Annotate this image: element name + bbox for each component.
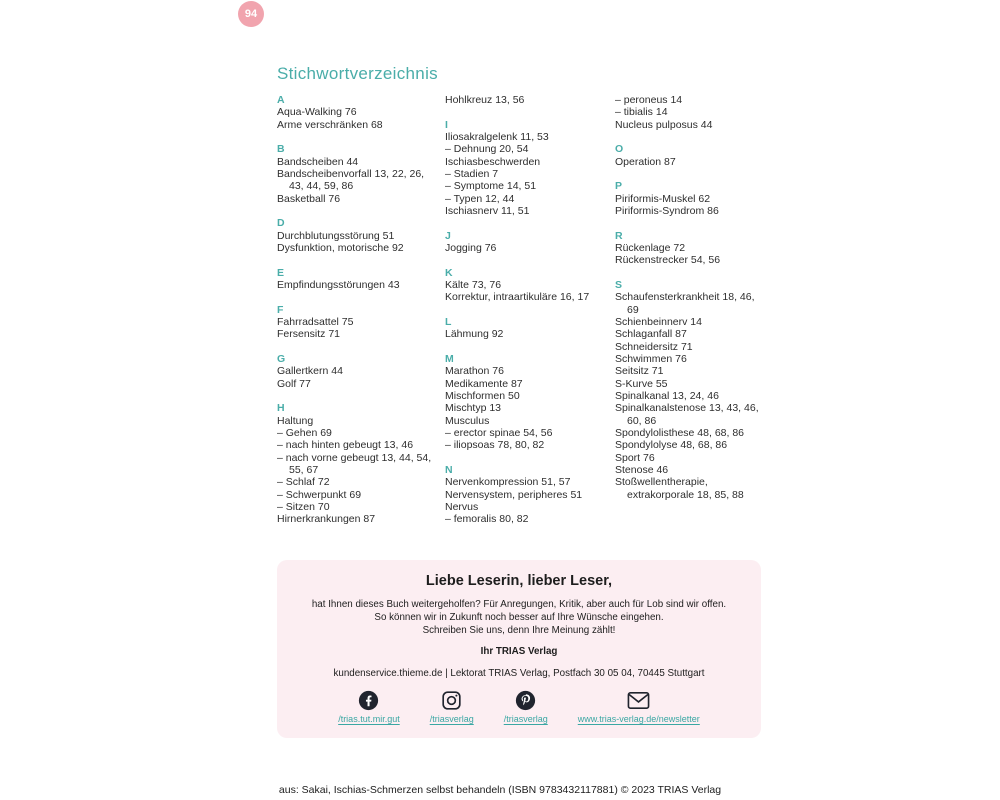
index-section: [277, 304, 437, 341]
feedback-heading: Liebe Leserin, lieber Leser,: [425, 573, 613, 589]
feedback-signature: Ihr TRIAS Verlag: [480, 646, 558, 657]
index-section: [277, 143, 437, 205]
index-letter: N: [445, 464, 453, 477]
index-section: [615, 94, 763, 131]
feedback-contact: kundenservice.thieme.de | Lektorat TRIAS Verlag, Postfach 30 05 04, 70445 Stuttgart: [333, 668, 705, 679]
index-entry: – Dehnung 20, 54: [445, 143, 529, 156]
index-entry: Stenose 46: [615, 464, 669, 477]
social-link-instagram[interactable]: [430, 690, 474, 724]
index-entry: Marathon 76: [445, 365, 504, 378]
index-entry: Dysfunktion, motorische 92: [277, 242, 404, 255]
index-columns: [277, 94, 763, 526]
index-letter: P: [615, 180, 623, 193]
index-entry: – Typen 12, 44: [445, 192, 515, 205]
index-entry: – Symptome 14, 51: [445, 180, 537, 193]
index-entry: Schaufensterkrankheit 18, 46, 69: [615, 291, 755, 316]
index-entry: Mischformen 50: [445, 390, 520, 403]
index-entry: – Schlaf 72: [277, 476, 330, 489]
index-entry: – peroneus 14: [615, 94, 683, 106]
source-footer: aus: Sakai, Ischias-Schmerzen selbst behandeln (ISBN 9783432117881) © 2023 TRIAS Verlag: [278, 784, 722, 796]
index-entry: Arme verschränken 68: [277, 118, 383, 131]
index-entry: Haltung: [277, 414, 314, 427]
index-entry: Bandscheiben 44: [277, 155, 359, 168]
social-link-email[interactable]: [578, 690, 700, 724]
index-entry: – iliopsoas 78, 80, 82: [445, 439, 545, 452]
index-entry: Korrektur, intraartikuläre 16, 17: [445, 291, 590, 304]
social-link-pinterest[interactable]: [504, 690, 548, 724]
index-entry: Medikamente 87: [445, 377, 523, 390]
index-letter: H: [277, 402, 285, 415]
index-letter: R: [615, 229, 623, 242]
index-entry: – nach vorne gebeugt 13, 44, 54, 55, 67: [277, 451, 432, 477]
feedback-line-2: So können wir in Zukunft noch besser auf Ihre Wünsche eingehen.: [374, 612, 664, 623]
index-section: [445, 267, 609, 304]
index-entry: Rückenlage 72: [615, 241, 686, 254]
index-entry: Piriformis-Syndrom 86: [615, 205, 719, 217]
index-entry: Bandscheibenvorfall 13, 22, 26, 43, 44, 59, 86: [277, 168, 425, 193]
index-letter: L: [445, 316, 452, 328]
index-entry: Jogging 76: [445, 242, 497, 255]
index-entry: Gallertkern 44: [277, 365, 343, 378]
index-letter: O: [615, 143, 624, 156]
index-entry: Aqua-Walking 76: [277, 106, 357, 119]
index-entry: Piriformis-Muskel 62: [615, 192, 711, 205]
index-entry: – femoralis 80, 82: [445, 513, 529, 526]
index-entry: Schwimmen 76: [615, 353, 687, 366]
index-entry: Musculus: [445, 414, 490, 427]
index-section: [615, 143, 763, 168]
index-letter: B: [277, 143, 285, 156]
index-entry: Golf 77: [277, 377, 311, 390]
index-entry: Nucleus pulposus 44: [615, 118, 713, 131]
index-entry: – Sitzen 70: [277, 501, 330, 514]
index-entry: – erector spinae 54, 56: [445, 427, 553, 440]
index-entry: Sport 76: [615, 451, 655, 464]
index-entry: Hirnerkrankungen 87: [277, 513, 376, 526]
index-entry: Nervus: [445, 501, 479, 514]
index-entry: Ischiasnerv 11, 51: [445, 205, 530, 218]
index-entry: Spinalkanal 13, 24, 46: [615, 390, 719, 403]
pinterest-icon: [515, 690, 536, 711]
index-entry: Spondylolisthese 48, 68, 86: [615, 427, 745, 440]
social-link-facebook[interactable]: [338, 690, 400, 724]
social-link-label: /trias.tut.mir.gut: [338, 714, 400, 724]
index-section: [445, 94, 609, 106]
index-letter: J: [445, 229, 451, 242]
index-letter: G: [277, 352, 286, 365]
index-entry: Schlaganfall 87: [615, 328, 687, 341]
index-entry: Spinalkanalstenose 13, 43, 46, 60, 86: [615, 402, 759, 427]
index-section: [277, 94, 437, 131]
index-letter: K: [445, 266, 453, 279]
index-column-3: [615, 94, 763, 526]
index-entry: Schneidersitz 71: [615, 340, 693, 353]
index-entry: Durchblutungsstörung 51: [277, 229, 395, 242]
index-entry: Basketball 76: [277, 192, 341, 205]
index-entry: – Schwerpunkt 69: [277, 488, 362, 501]
index-entry: Operation 87: [615, 155, 676, 168]
index-section: [277, 267, 437, 292]
index-entry: Spondylolyse 48, 68, 86: [615, 439, 728, 452]
index-section: [445, 316, 609, 341]
email-icon: [627, 690, 650, 711]
index-entry: Iliosakralgelenk 11, 53: [445, 130, 549, 143]
index-entry: Mischtyp 13: [445, 402, 502, 415]
index-entry: Ischiasbeschwerden: [445, 155, 541, 168]
index-letter: F: [277, 303, 284, 316]
index-entry: Rückenstrecker 54, 56: [615, 254, 721, 267]
index-section: [615, 279, 763, 501]
index-letter: M: [445, 352, 454, 365]
social-link-label: www.trias-verlag.de/newsletter: [577, 714, 700, 724]
index-letter: E: [277, 266, 285, 279]
index-entry: Schienbeinnerv 14: [615, 316, 702, 328]
index-column-1: [277, 94, 445, 526]
index-entry: Seitsitz 71: [615, 365, 664, 378]
index-entry: Nervenkompression 51, 57: [445, 476, 571, 489]
index-entry: Fersensitz 71: [277, 328, 341, 341]
index-column-2: [445, 94, 615, 526]
feedback-text: [277, 598, 761, 637]
social-link-label: /triasverlag: [503, 714, 548, 724]
index-letter: A: [277, 94, 285, 106]
index-entry: Nervensystem, peripheres 51: [445, 488, 583, 501]
feedback-line-3: Schreiben Sie uns, denn Ihre Meinung zählt!: [422, 625, 616, 636]
index-entry: – tibialis 14: [615, 106, 668, 119]
index-entry: – nach hinten gebeugt 13, 46: [277, 439, 414, 452]
index-section: [445, 230, 609, 255]
facebook-icon: [358, 690, 379, 711]
index-entry: – Gehen 69: [277, 427, 332, 439]
feedback-box: [277, 560, 761, 738]
social-links: [277, 690, 761, 724]
index-section: [277, 402, 437, 525]
feedback-line-1: hat Ihnen dieses Buch weitergeholfen? Für Anregungen, Kritik, aber auch für Lob sind wir offen.: [311, 599, 727, 610]
social-link-label: /triasverlag: [429, 714, 474, 724]
page-title: Stichwortverzeichnis: [277, 64, 438, 83]
index-letter: D: [277, 217, 285, 230]
index-letter: I: [445, 118, 448, 131]
index-entry: – Stadien 7: [445, 168, 499, 181]
index-entry: Stoßwellentherapie, extrakorporale 18, 85, 88: [615, 476, 744, 501]
index-entry: Lähmung 92: [445, 328, 504, 341]
index-entry: Empfindungsstörungen 43: [277, 279, 400, 292]
index-section: [615, 180, 763, 217]
index-section: [277, 217, 437, 254]
page-number-badge: 94: [238, 1, 264, 27]
index-section: [615, 230, 763, 267]
index-entry: Kälte 73, 76: [445, 279, 502, 292]
instagram-icon: [441, 690, 462, 711]
index-entry: Hohlkreuz 13, 56: [445, 94, 525, 106]
index-letter: S: [615, 278, 623, 291]
index-entry: Fahrradsattel 75: [277, 316, 354, 328]
index-section: [445, 464, 609, 526]
index-section: [445, 119, 609, 218]
index-entry: S-Kurve 55: [615, 377, 668, 390]
index-section: [445, 353, 609, 452]
index-section: [277, 353, 437, 390]
